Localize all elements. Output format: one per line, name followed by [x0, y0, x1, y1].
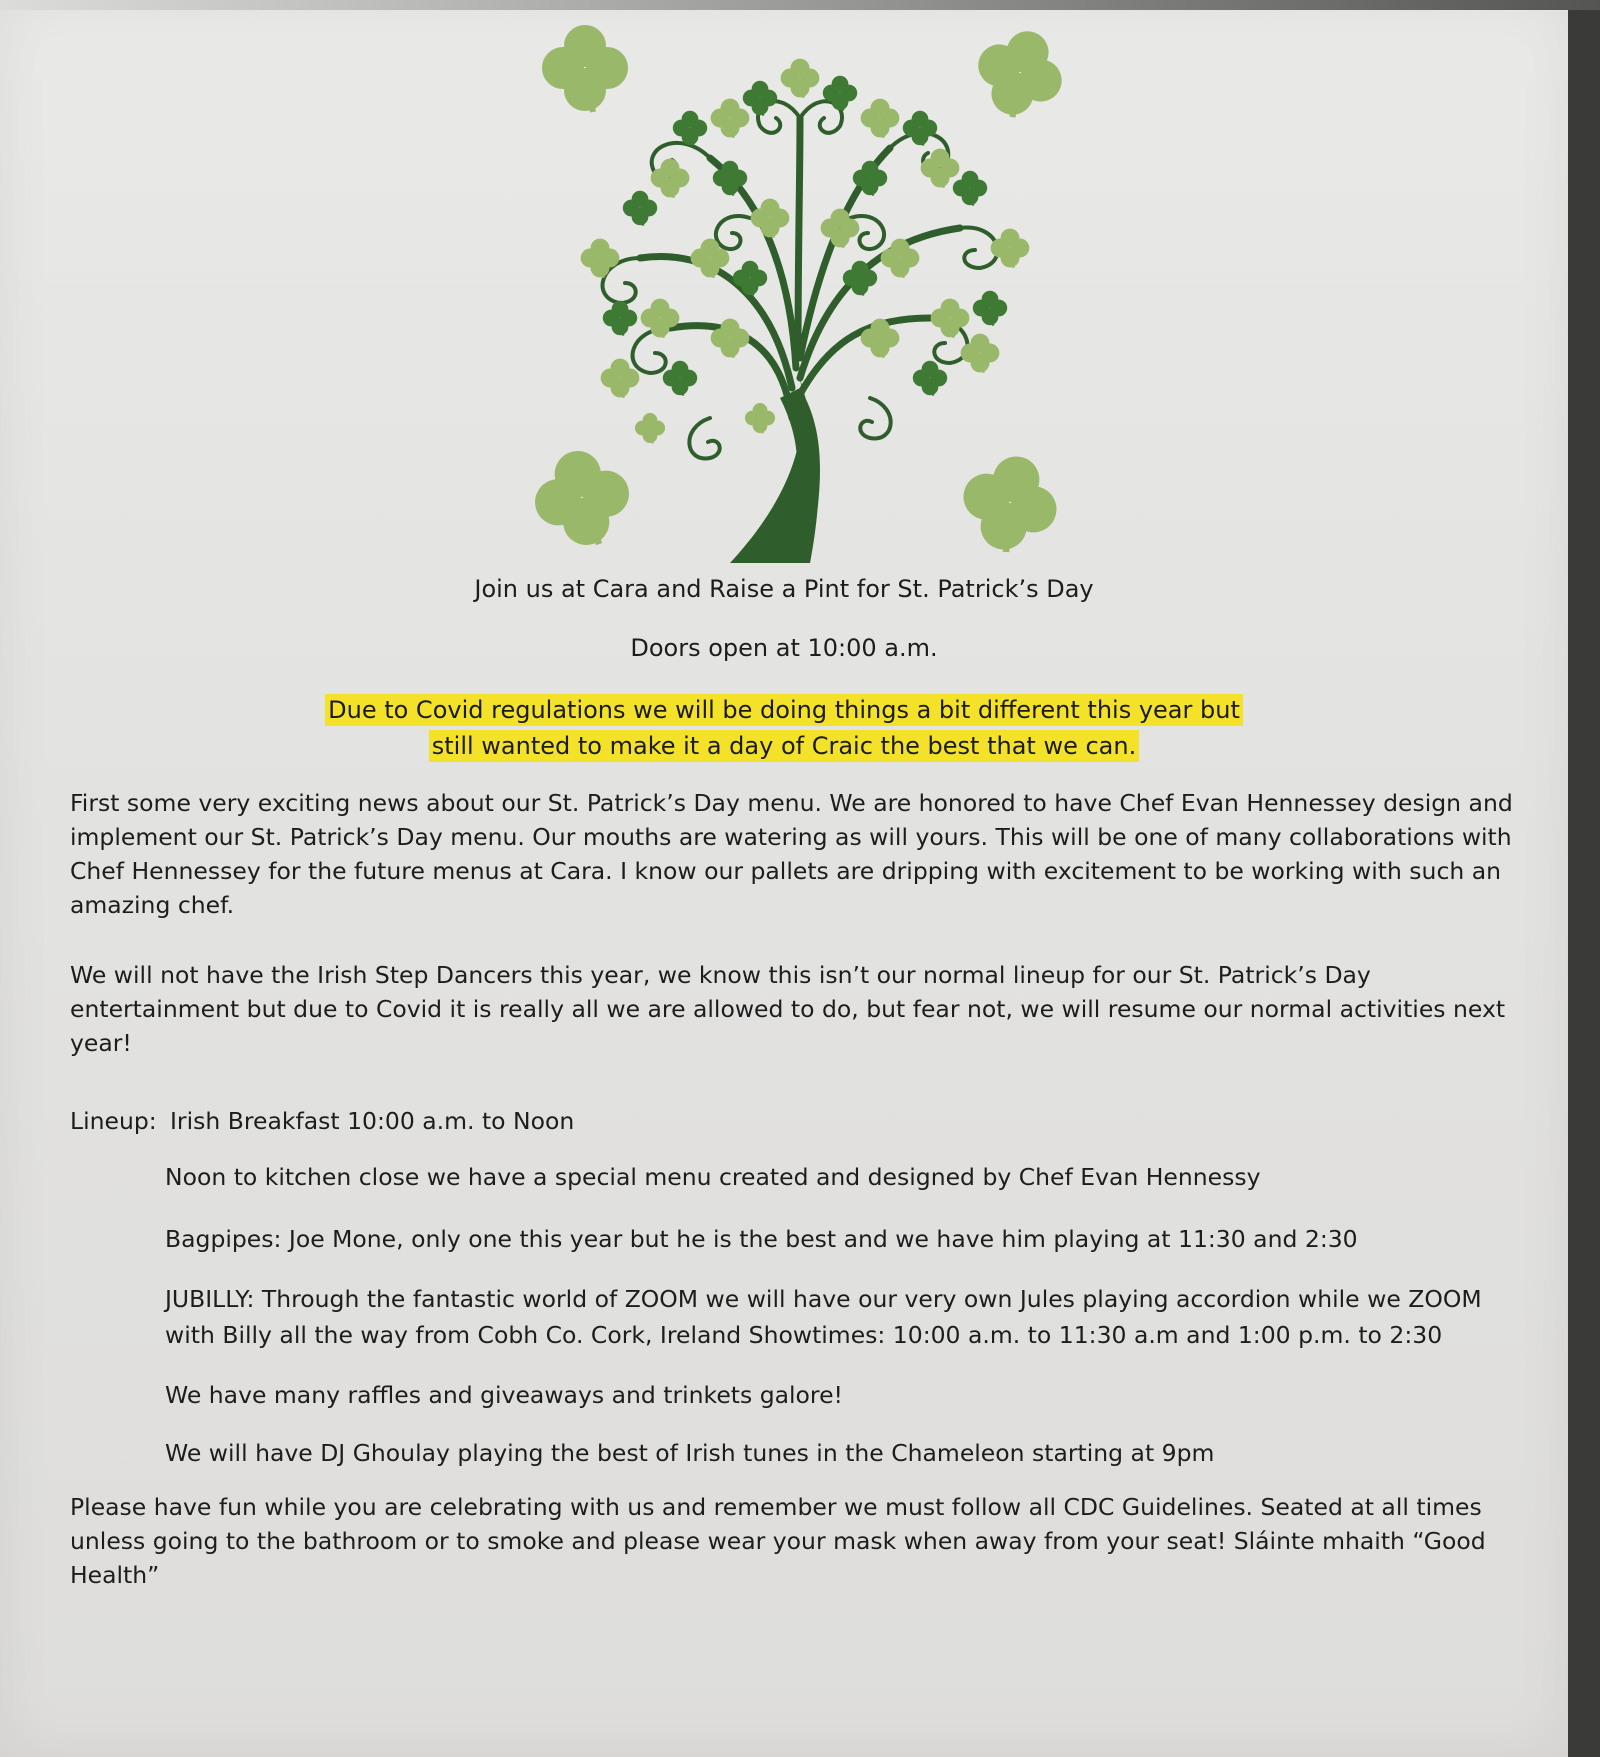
menu-news-paragraph: First some very exciting news about our St. Patrick’s Day menu. We are honored to have Chef Evan Hennessey design and implement our St. Patrick’s Day menu. Our mouths are watering as will yours. This will be one of many collaborations with Chef Hennessey for the future menus at Cara. I know our pallets are dripping with excitement to be working with such an amazing chef. — [70, 789, 1513, 919]
highlight-mark: Due to Covid regulations we will be doing things a bit different this year but — [325, 694, 1243, 726]
invite-line: Join us at Cara and Raise a Pint for St. Patrick’s Day — [474, 575, 1094, 603]
lineup-raffles: We have many raffles and giveaways and trinkets galore! — [165, 1381, 843, 1409]
step-dancers-paragraph: We will not have the Irish Step Dancers this year, we know this isn’t our normal lineup for our St. Patrick’s Day entertainment but due to Covid it is really all we are allowed to do, but fear not, we will resume our normal activities next year! — [70, 961, 1506, 1057]
shamrock-tree-illustration — [510, 18, 1090, 566]
lineup-dj: We will have DJ Ghoulay playing the best of Irish tunes in the Chameleon starting at 9pm — [165, 1439, 1215, 1467]
doors-open-line: Doors open at 10:00 a.m. — [630, 634, 938, 662]
lineup-bagpipes: Bagpipes: Joe Mone, only one this year but he is the best and we have him playing at 11:30 and 2:30 — [165, 1225, 1358, 1253]
lineup-label: Lineup: — [70, 1107, 157, 1135]
lineup-breakfast: Irish Breakfast 10:00 a.m. to Noon — [170, 1107, 575, 1135]
page-edge-shadow — [0, 0, 1600, 10]
covid-notice-line-2 — [0, 728, 1568, 764]
lineup-jubilly-1: JUBILLY: Through the fantastic world of ZOOM we will have our very own Jules playing accordion while we ZOOM — [165, 1285, 1482, 1313]
lineup-jubilly-2: with Billy all the way from Cobh Co. Cork, Ireland Showtimes: 10:00 a.m. to 11:30 a.m and 1:00 p.m. to 2:30 — [165, 1321, 1443, 1349]
highlight-mark: still wanted to make it a day of Craic the best that we can. — [429, 730, 1139, 762]
covid-notice-line-1 — [0, 692, 1568, 728]
closing-paragraph: Please have fun while you are celebrating with us and remember we must follow all CDC Guidelines. Seated at all times unless going to the bathroom or to smoke and please wear your mask when away from your seat! Sláinte mhaith “Good Health” — [70, 1493, 1486, 1589]
lineup-special-menu: Noon to kitchen close we have a special menu created and designed by Chef Evan Hennessy — [165, 1163, 1261, 1191]
